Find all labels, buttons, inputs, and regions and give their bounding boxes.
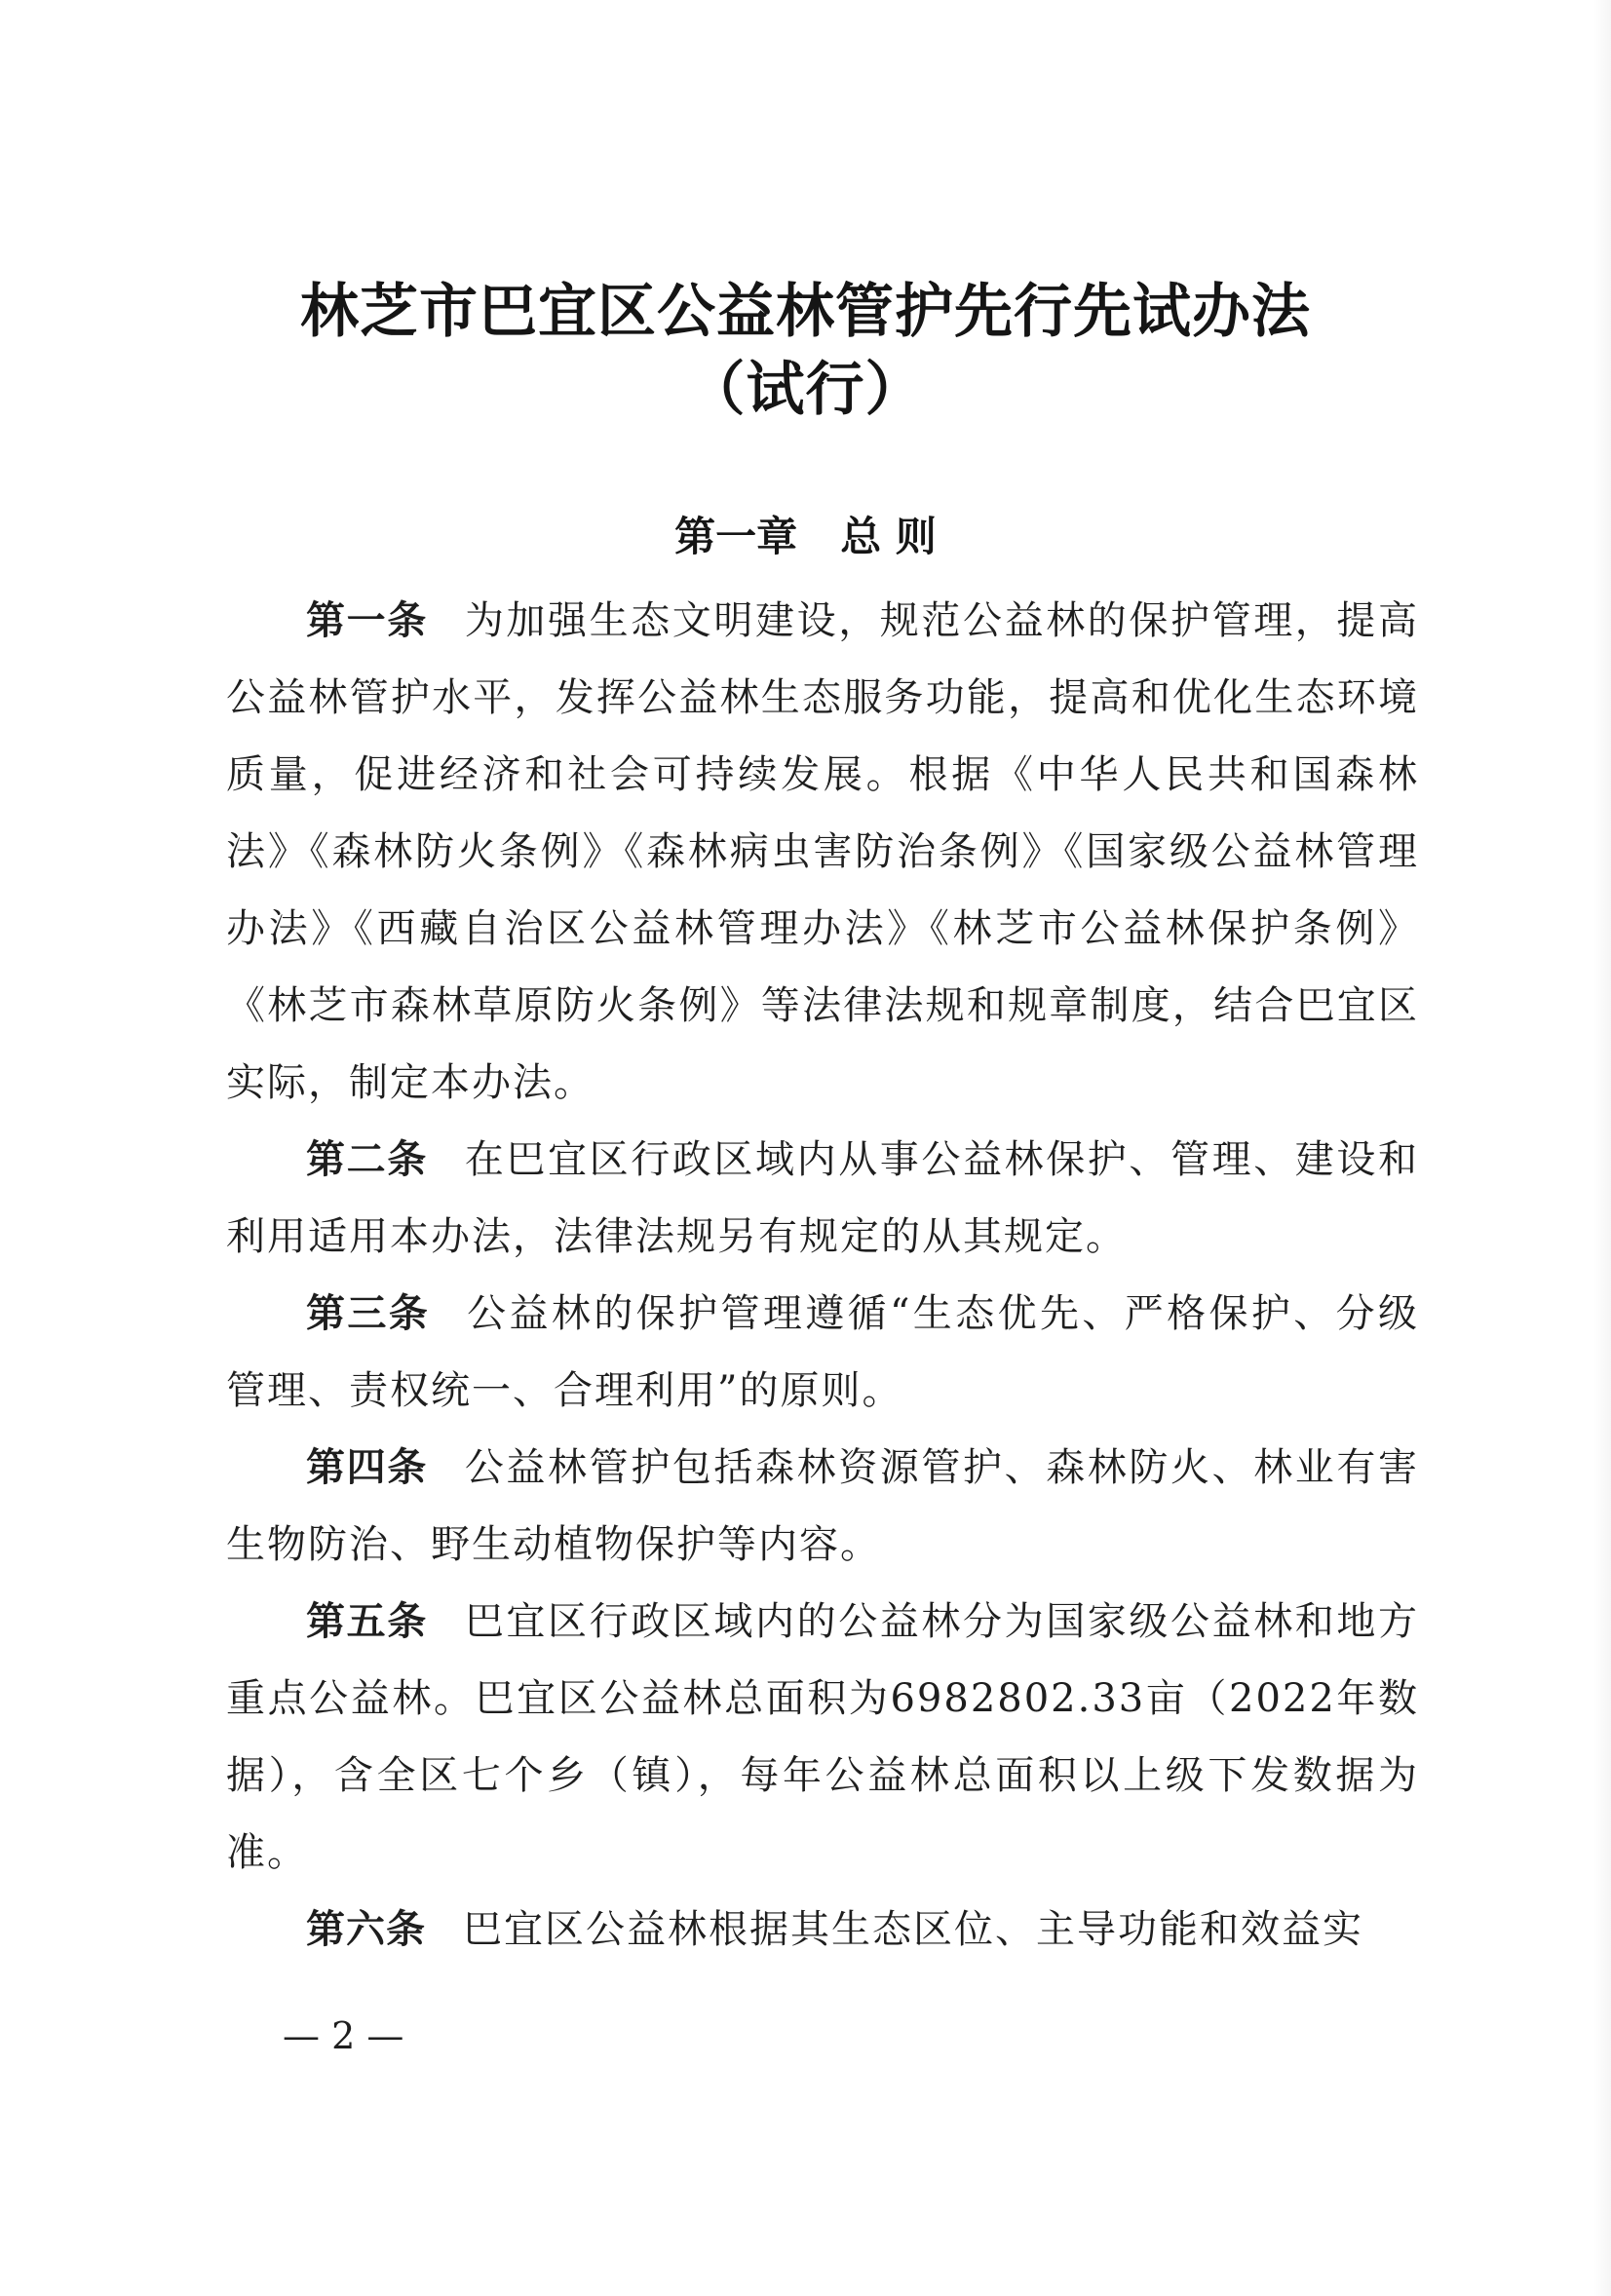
article-label: 第三条 <box>306 1291 431 1336</box>
document-title: 林芝市巴宜区公益林管护先行先试办法 <box>300 278 1311 346</box>
article-label: 第五条 <box>306 1599 428 1644</box>
article-text: 公益林的保护管理遵循“生态优先、严格保护、分级管理、责权统一、合理利用”的原则。 <box>226 1291 1420 1413</box>
article-6 <box>226 1892 1419 1969</box>
document-subtitle: （试行） <box>686 356 925 424</box>
article-2 <box>226 1122 1419 1276</box>
chapter-number: 第一章 <box>674 513 798 560</box>
document-body <box>226 583 1419 1969</box>
article-4 <box>226 1430 1419 1584</box>
chapter-name: 总 则 <box>840 513 937 560</box>
page-edge-shadow <box>1593 0 1611 2296</box>
article-text: 公益林管护包括森林资源管护、森林防火、林业有害生物防治、野生动植物保护等内容。 <box>226 1445 1420 1567</box>
article-label: 第二条 <box>306 1137 428 1182</box>
article-text: 巴宜区行政区域内的公益林分为国家级公益林和地方重点公益林。巴宜区公益林总面积为6982802.33亩（2022年数据），含全区七个乡（镇），每年公益林总面积以上级下发数据为准。 <box>226 1599 1420 1875</box>
chapter-heading <box>0 513 1611 560</box>
page-number: — 2 — <box>283 2014 404 2057</box>
article-1 <box>226 583 1419 1122</box>
article-text: 在巴宜区行政区域内从事公益林保护、管理、建设和利用适用本办法，法律法规另有规定的从其规定。 <box>226 1137 1420 1259</box>
article-label: 第一条 <box>306 598 428 643</box>
article-3 <box>226 1276 1419 1430</box>
article-label: 第六条 <box>306 1907 426 1952</box>
article-5 <box>226 1584 1419 1892</box>
article-text: 为加强生态文明建设，规范公益林的保护管理，提高公益林管护水平，发挥公益林生态服务功能，提高和优化生态环境质量，促进经济和社会可持续发展。根据《中华人民共和国森林法》《森林防火条例》《森林病虫害防治条例》《国家级公益林管理办法》《西藏自治区公益林管理办法》《林芝市公益林保护条例》《林芝市森林草原防火条例》等法律法规和规章制度，结合巴宜区实际，制定本办法。 <box>226 598 1420 1105</box>
article-text: 巴宜区公益林根据其生态区位、主导功能和效益实 <box>463 1907 1363 1952</box>
article-label: 第四条 <box>306 1445 428 1490</box>
